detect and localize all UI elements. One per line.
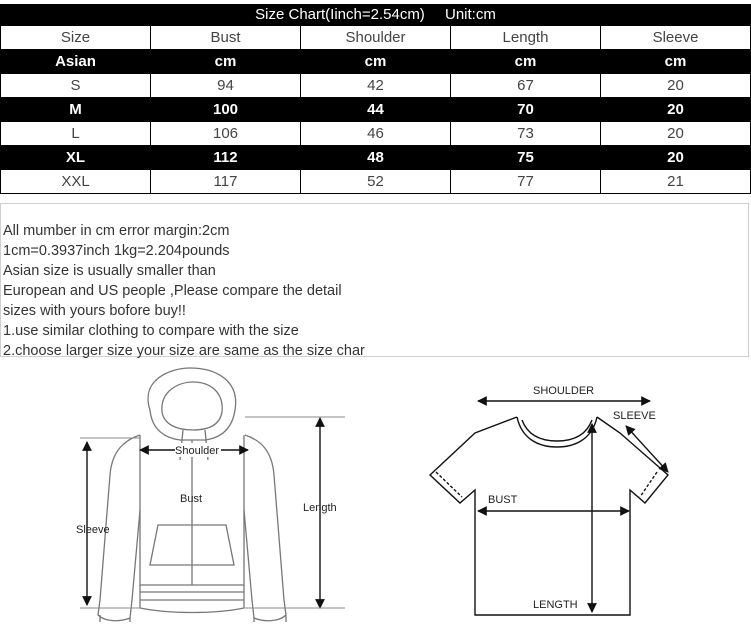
table-cell: XL <box>1 146 151 170</box>
size-chart-title <box>0 4 751 25</box>
tshirt-bust-label: BUST <box>488 494 518 506</box>
table-cell: XXL <box>1 170 151 194</box>
table-cell: 42 <box>301 74 451 98</box>
table-cell: cm <box>301 50 451 74</box>
note-line: All mumber in cm error margin:2cm <box>3 223 230 239</box>
table-cell: 67 <box>451 74 601 98</box>
col-header-bust: Bust <box>151 26 301 50</box>
table-cell: 46 <box>301 122 451 146</box>
table-cell: 100 <box>151 98 301 122</box>
table-cell: 112 <box>151 146 301 170</box>
col-header-size: Size <box>1 26 151 50</box>
table-cell: M <box>1 98 151 122</box>
table-row <box>1 170 751 194</box>
note-line: European and US people ,Please compare the detail <box>3 283 342 299</box>
table-header-row <box>1 26 751 50</box>
tshirt-illustration <box>430 417 668 615</box>
note-line: 2.choose larger size your size are same as the size char <box>3 343 365 359</box>
note-line: sizes with yours bofore buy!! <box>3 303 186 319</box>
tshirt-sleeve-label: SLEEVE <box>613 410 656 422</box>
table-cell: cm <box>451 50 601 74</box>
hoodie-length-label: Length <box>303 502 337 514</box>
hoodie-shoulder-label: Shoulder <box>175 445 220 457</box>
table-row <box>1 50 751 74</box>
table-cell: 70 <box>451 98 601 122</box>
col-header-length: Length <box>451 26 601 50</box>
table-cell: 94 <box>151 74 301 98</box>
table-cell: 106 <box>151 122 301 146</box>
tshirt-shoulder-label: SHOULDER <box>533 385 595 397</box>
table-cell: 52 <box>301 170 451 194</box>
table-row <box>1 98 751 122</box>
hoodie-sleeve-label: Sleeve <box>76 524 110 536</box>
note-line: Asian size is usually smaller than <box>3 263 216 279</box>
table-cell: 20 <box>601 74 751 98</box>
table-cell: cm <box>601 50 751 74</box>
tshirt-length-label: LENGTH <box>533 599 578 611</box>
table-row <box>1 122 751 146</box>
table-cell: 77 <box>451 170 601 194</box>
col-header-sleeve: Sleeve <box>601 26 751 50</box>
chart-title-label: Size Chart(Iinch=2.54cm) <box>255 6 425 23</box>
table-cell: 20 <box>601 98 751 122</box>
table-row <box>1 74 751 98</box>
table-cell: 20 <box>601 146 751 170</box>
table-cell: 75 <box>451 146 601 170</box>
measurement-diagrams <box>0 360 751 635</box>
col-header-shoulder: Shoulder <box>301 26 451 50</box>
table-row <box>1 146 751 170</box>
table-cell: 20 <box>601 122 751 146</box>
size-notes <box>0 203 749 357</box>
chart-title-unit: Unit:cm <box>444 6 496 23</box>
table-cell: 73 <box>451 122 601 146</box>
note-line: 1.use similar clothing to compare with the size <box>3 323 299 339</box>
table-cell: 48 <box>301 146 451 170</box>
table-cell: Asian <box>1 50 151 74</box>
table-cell: 21 <box>601 170 751 194</box>
size-table <box>0 25 751 194</box>
hoodie-bust-label: Bust <box>180 493 203 505</box>
note-line: 1cm=0.3937inch 1kg=2.204pounds <box>3 243 230 259</box>
table-cell: 44 <box>301 98 451 122</box>
table-cell: cm <box>151 50 301 74</box>
table-cell: L <box>1 122 151 146</box>
table-cell: 117 <box>151 170 301 194</box>
table-cell: S <box>1 74 151 98</box>
